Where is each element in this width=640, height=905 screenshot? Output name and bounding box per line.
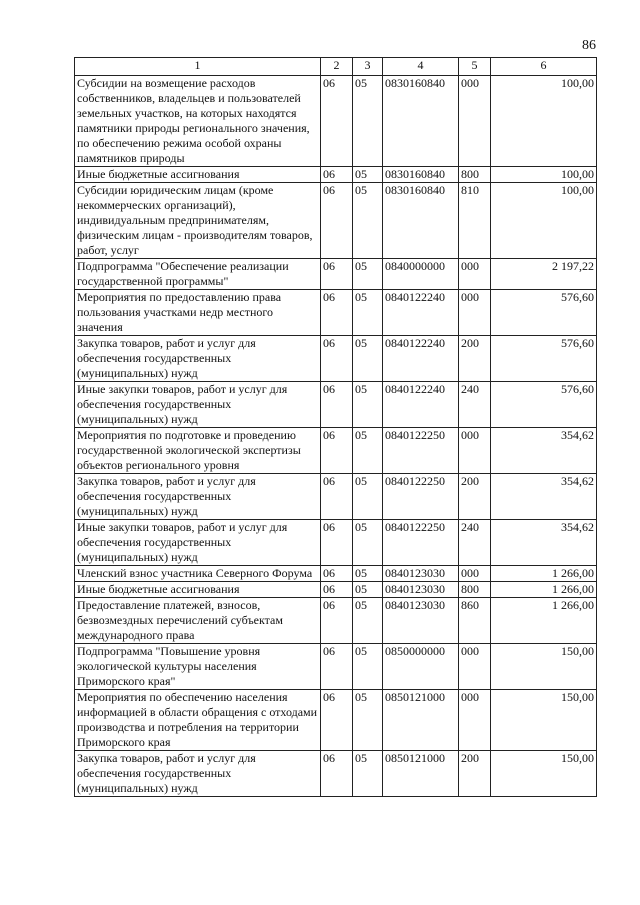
- row-description: Субсидии на возмещение расходов собственников, владельцев и пользователей земельных участков, на которых находятся памятники природы регионального значения, по обеспечению режима особой охраны памятников природы: [75, 76, 321, 167]
- row-target-article: 0830160840: [383, 76, 459, 167]
- table-row: [75, 474, 597, 520]
- page-number: 86: [582, 38, 596, 53]
- row-amount: 150,00: [491, 644, 597, 690]
- row-amount: 150,00: [491, 751, 597, 797]
- row-amount: 2 197,22: [491, 259, 597, 290]
- table-row: [75, 382, 597, 428]
- row-description: Субсидии юридическим лицам (кроме некоммерческих организаций), индивидуальным предпринимателям, физическим лицам - производителям товаров, работ, услуг: [75, 183, 321, 259]
- table-row: [75, 336, 597, 382]
- row-amount: 354,62: [491, 520, 597, 566]
- table-row: [75, 598, 597, 644]
- row-expense-type: 240: [459, 382, 491, 428]
- row-description: Мероприятия по обеспечению населения информацией в области обращения с отходами производства и потребления на территории Приморского края: [75, 690, 321, 751]
- row-description: Закупка товаров, работ и услуг для обеспечения государственных (муниципальных) нужд: [75, 336, 321, 382]
- row-subsection-code: 05: [353, 582, 383, 598]
- row-section-code: 06: [321, 167, 353, 183]
- row-expense-type: 000: [459, 644, 491, 690]
- row-target-article: 0840123030: [383, 598, 459, 644]
- table-row: [75, 690, 597, 751]
- row-subsection-code: 05: [353, 474, 383, 520]
- row-target-article: 0830160840: [383, 183, 459, 259]
- budget-table: [74, 57, 597, 797]
- row-section-code: 06: [321, 566, 353, 582]
- row-target-article: 0840122240: [383, 336, 459, 382]
- row-subsection-code: 05: [353, 336, 383, 382]
- row-expense-type: 200: [459, 336, 491, 382]
- table-row: [75, 582, 597, 598]
- header-col-3: 3: [353, 58, 383, 76]
- row-target-article: 0840122240: [383, 290, 459, 336]
- row-description: Иные закупки товаров, работ и услуг для обеспечения государственных (муниципальных) нужд: [75, 382, 321, 428]
- row-section-code: 06: [321, 76, 353, 167]
- row-target-article: 0850000000: [383, 644, 459, 690]
- table-row: [75, 566, 597, 582]
- row-expense-type: 000: [459, 428, 491, 474]
- row-section-code: 06: [321, 259, 353, 290]
- row-subsection-code: 05: [353, 598, 383, 644]
- row-section-code: 06: [321, 382, 353, 428]
- table-row: [75, 167, 597, 183]
- row-amount: 354,62: [491, 474, 597, 520]
- table-row: [75, 183, 597, 259]
- row-expense-type: 200: [459, 474, 491, 520]
- row-amount: 576,60: [491, 336, 597, 382]
- row-subsection-code: 05: [353, 690, 383, 751]
- row-expense-type: 000: [459, 290, 491, 336]
- header-col-6: 6: [491, 58, 597, 76]
- row-subsection-code: 05: [353, 76, 383, 167]
- row-expense-type: 860: [459, 598, 491, 644]
- header-row: [75, 58, 597, 76]
- row-subsection-code: 05: [353, 382, 383, 428]
- row-subsection-code: 05: [353, 183, 383, 259]
- row-expense-type: 000: [459, 76, 491, 167]
- row-section-code: 06: [321, 290, 353, 336]
- table-row: [75, 751, 597, 797]
- table-row: [75, 76, 597, 167]
- row-description: Подпрограмма "Повышение уровня экологической культуры населения Приморского края": [75, 644, 321, 690]
- row-subsection-code: 05: [353, 566, 383, 582]
- row-description: Мероприятия по предоставлению права пользования участками недр местного значения: [75, 290, 321, 336]
- header-col-1: 1: [75, 58, 321, 76]
- row-subsection-code: 05: [353, 167, 383, 183]
- row-subsection-code: 05: [353, 751, 383, 797]
- row-subsection-code: 05: [353, 290, 383, 336]
- row-section-code: 06: [321, 751, 353, 797]
- row-subsection-code: 05: [353, 520, 383, 566]
- row-description: Мероприятия по подготовке и проведению государственной экологической экспертизы объектов регионального уровня: [75, 428, 321, 474]
- row-section-code: 06: [321, 183, 353, 259]
- row-section-code: 06: [321, 644, 353, 690]
- row-expense-type: 000: [459, 566, 491, 582]
- row-target-article: 0840122240: [383, 382, 459, 428]
- header-col-2: 2: [321, 58, 353, 76]
- table-row: [75, 428, 597, 474]
- row-section-code: 06: [321, 598, 353, 644]
- row-amount: 1 266,00: [491, 598, 597, 644]
- row-target-article: 0840122250: [383, 428, 459, 474]
- row-description: Подпрограмма "Обеспечение реализации государственной программы": [75, 259, 321, 290]
- row-expense-type: 800: [459, 167, 491, 183]
- row-subsection-code: 05: [353, 428, 383, 474]
- row-expense-type: 240: [459, 520, 491, 566]
- row-amount: 576,60: [491, 382, 597, 428]
- row-subsection-code: 05: [353, 644, 383, 690]
- row-description: Предоставление платежей, взносов, безвозмездных перечислений субъектам международного права: [75, 598, 321, 644]
- row-target-article: 0840000000: [383, 259, 459, 290]
- row-section-code: 06: [321, 474, 353, 520]
- header-col-5: 5: [459, 58, 491, 76]
- row-amount: 1 266,00: [491, 582, 597, 598]
- row-section-code: 06: [321, 336, 353, 382]
- row-description: Иные бюджетные ассигнования: [75, 167, 321, 183]
- row-description: Членский взнос участника Северного Форума: [75, 566, 321, 582]
- row-target-article: 0840123030: [383, 582, 459, 598]
- row-target-article: 0840122250: [383, 474, 459, 520]
- row-expense-type: 800: [459, 582, 491, 598]
- row-description: Иные закупки товаров, работ и услуг для обеспечения государственных (муниципальных) нужд: [75, 520, 321, 566]
- table-row: [75, 644, 597, 690]
- row-description: Иные бюджетные ассигнования: [75, 582, 321, 598]
- table-body: [75, 76, 597, 797]
- header-col-4: 4: [383, 58, 459, 76]
- row-section-code: 06: [321, 690, 353, 751]
- table-row: [75, 520, 597, 566]
- row-target-article: 0850121000: [383, 751, 459, 797]
- row-amount: 150,00: [491, 690, 597, 751]
- table-row: [75, 259, 597, 290]
- row-section-code: 06: [321, 520, 353, 566]
- table-row: [75, 290, 597, 336]
- row-expense-type: 810: [459, 183, 491, 259]
- row-expense-type: 000: [459, 690, 491, 751]
- row-target-article: 0840123030: [383, 566, 459, 582]
- row-description: Закупка товаров, работ и услуг для обеспечения государственных (муниципальных) нужд: [75, 751, 321, 797]
- row-target-article: 0850121000: [383, 690, 459, 751]
- row-amount: 354,62: [491, 428, 597, 474]
- row-expense-type: 000: [459, 259, 491, 290]
- row-description: Закупка товаров, работ и услуг для обеспечения государственных (муниципальных) нужд: [75, 474, 321, 520]
- row-amount: 100,00: [491, 76, 597, 167]
- row-section-code: 06: [321, 582, 353, 598]
- row-section-code: 06: [321, 428, 353, 474]
- row-amount: 100,00: [491, 183, 597, 259]
- row-amount: 1 266,00: [491, 566, 597, 582]
- row-expense-type: 200: [459, 751, 491, 797]
- row-amount: 576,60: [491, 290, 597, 336]
- row-target-article: 0840122250: [383, 520, 459, 566]
- row-amount: 100,00: [491, 167, 597, 183]
- row-subsection-code: 05: [353, 259, 383, 290]
- row-target-article: 0830160840: [383, 167, 459, 183]
